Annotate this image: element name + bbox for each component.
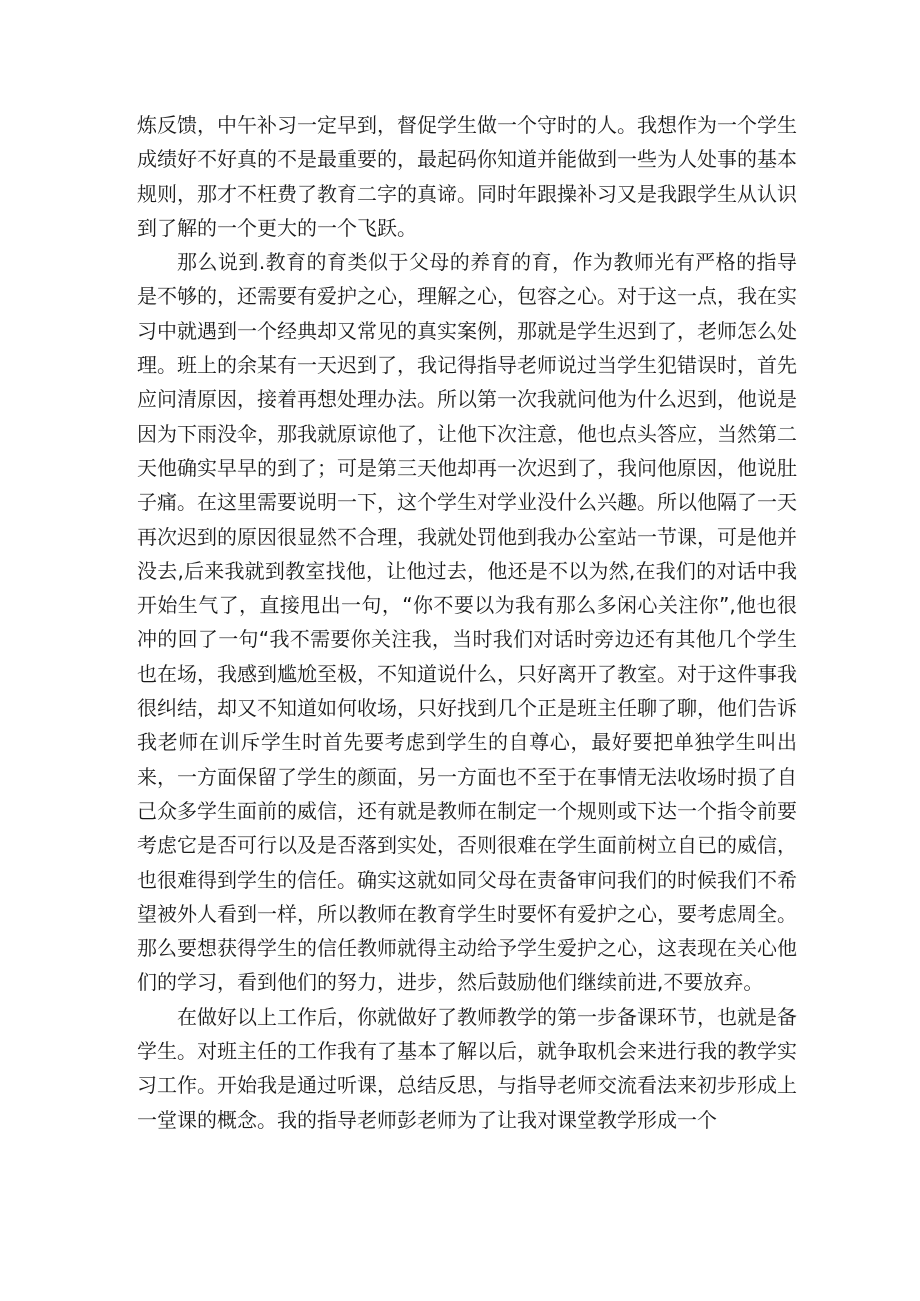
paragraph-1: 炼反馈，中午补习一定早到，督促学生做一个守时的人。我想作为一个学生成绩好不好真的不是最重要的，最起码你知道并能做到一些为人处事的基本规则，那才不枉费了教育二字的真谛。同时年跟操补习又是我跟学生从认识到了解的一个更大的一个飞跃。 (137, 113, 797, 240)
document-body (137, 108, 797, 1137)
paragraph-2: 那么说到.教育的育类似于父母的养育的育，作为教师光有严格的指导是不够的，还需要有爱护之心，理解之心，包容之心。对于这一点，我在实习中就遇到一个经典却又常见的真实案例，那就是学生迟到了，老师怎么处理。班上的余某有一天迟到了，我记得指导老师说过当学生犯错误时，首先应问清原因，接着再想处理办法。所以第一次我就问他为什么迟到，他说是因为下雨没伞，那我就原谅他了，让他下次注意，他也点头答应，当然第二天他确实早早的到了；可是第三天他却再一次迟到了，我问他原因，他说肚子痛。在这里需要说明一下，这个学生对学业没什么兴趣。所以他隔了一天再次迟到的原因很显然不合理，我就处罚他到我办公室站一节课，可是他并没去,后来我就到教室找他，让他过去，他还是不以为然,在我们的对话中我开始生气了，直接甩出一句，“你不要以为我有那么多闲心关注你”,他也很冲的回了一句“我不需要你关注我，当时我们对话时旁边还有其他几个学生也在场，我感到尴尬至极，不知道说什么，只好离开了教室。对于这件事我很纠结，却又不知道如何收场，只好找到几个正是班主任聊了聊，他们告诉我老师在训斥学生时首先要考虑到学生的自尊心，最好要把单独学生叫出来，一方面保留了学生的颜面，另一方面也不至于在事情无法收场时损了自己众多学生面前的威信，还有就是教师在制定一个规则或下达一个指令前要考虑它是否可行以及是否落到实处，否则很难在学生面前树立自已的威信，也很难得到学生的信任。确实这就如同父母在责备审问我们的时候我们不希望被外人看到一样，所以教师在教育学生时要怀有爱护之心，要考虑周全。那么要想获得学生的信任教师就得主动给予学生爱护之心，这表现在关心他们的学习，看到他们的努力，进步，然后鼓励他们继续前进,不要放弃。 (137, 250, 797, 995)
paragraph-3: 在做好以上工作后，你就做好了教师教学的第一步备课环节，也就是备学生。对班主任的工作我有了基本了解以后，就争取机会来进行我的教学实习工作。开始我是通过听课，总结反思，与指导老师交流看法来初步形成上一堂课的概念。我的指导老师彭老师为了让我对课堂教学形成一个 (137, 1004, 797, 1132)
